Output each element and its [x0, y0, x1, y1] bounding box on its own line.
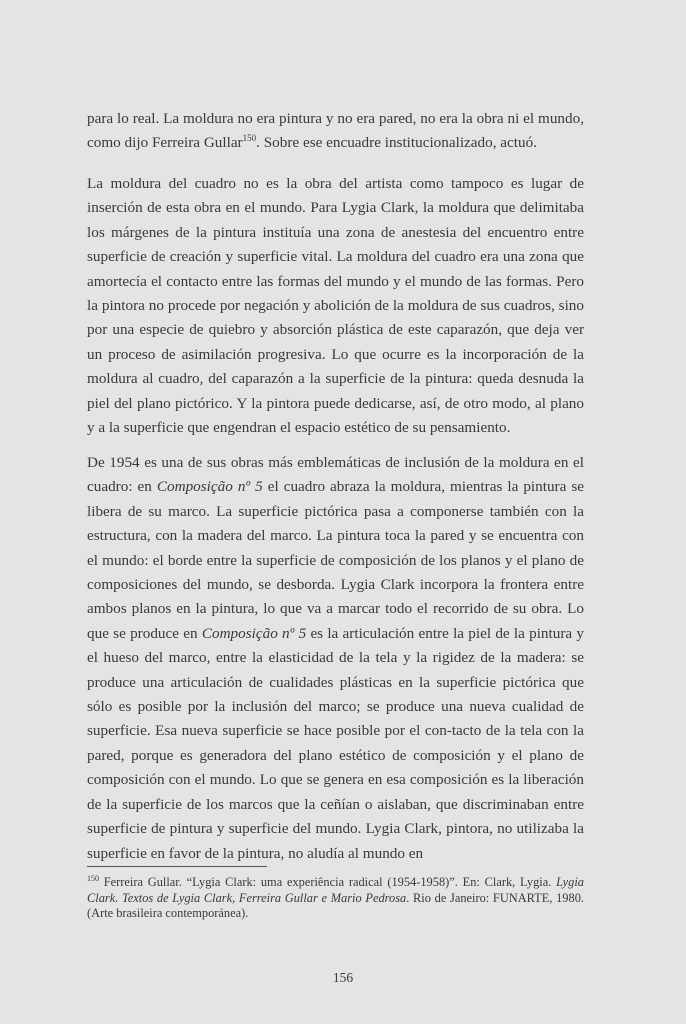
footnote-number: 150 [87, 873, 99, 883]
paragraph-1 [87, 107, 584, 156]
footnote-text-b: . Rio de Janeiro: FUNARTE, 1980. (Arte brasileira contemporánea). [87, 890, 584, 921]
paragraph-2 [87, 172, 584, 440]
footnote-reference[interactable]: 150 [242, 133, 257, 144]
footnote [87, 875, 584, 922]
paragraph-3-text-b: el cuadro abraza la moldura, mientras la pintura se libera de su marco. La superficie pictórica pasa a componerse también con la estructura, con la madera del marco. La pintura toca la pared y se encuentra con el mundo: el borde entre la superficie de composición de los planos y el plano de composiciones del mundo, se desborda. Lygia Clark incorpora la frontera entre ambos planos en la pintura, lo que va a marcar todo el recorrido de su obra. Lo que se produce en [87, 478, 584, 642]
paragraph-3-text-c: es la articulación entre la piel de la pintura y el hueso del marco, entre la elasticidad de la tela y la rigidez de la madera: se produce una articulación de cualidades plásticas en la superficie pictórica que sólo es posible por la inclusión del marco; se produce una nueva cualidad de superficie. Esa nueva superficie se hace posible por el con-tacto de la tela con la pared, porque es generadora del plano estético de composición y el plano de composición con el mundo. Lo que se genera en esa composición es la liberación de la superficie de los marcos que la ceñían o aislaban, que discriminaban entre superficie de pintura y superficie del mundo. Lygia Clark, pintora, no utilizaba la superficie en favor de la pintura, no aludía al mundo en [87, 624, 584, 862]
paragraph-3 [87, 451, 584, 866]
footnote-divider [87, 866, 267, 867]
page-number: 156 [332, 970, 354, 985]
footnote-text-a: Ferreira Gullar. “Lygia Clark: uma experiência radical (1954-1958)”. En: Clark, Lygia. [99, 875, 557, 889]
paragraph-1-text-a: para lo real. La moldura no era pintura y no era pared, no era la obra ni el mundo, como dijo Ferreira Gullar [87, 110, 584, 152]
paragraph-2-text: La moldura del cuadro no es la obra del artista como tampoco es lugar de inserción de esta obra en el mundo. Para Lygia Clark, la moldura que delimitaba los márgenes de la pintura instituía una zona de anestesia del encuentro entre superficie de creación y superficie vital. La moldura del cuadro era una zona que amortecía el contacto entre las formas del mundo y el mundo de las formas. Pero la pintora no procede por negación y abolición de la moldura de sus cuadros, sino por una especie de quiebro y absorción plástica de este caparazón, que deja ver un proceso de asimilación progresiva. Lo que ocurre es la incorporación de la moldura al cuadro, del caparazón a la superficie de la pintura: queda desnuda la piel del plano pictórico. Y la pintora puede dedicarse, así, de otro modo, al plano y a la superficie que engendran el espacio estético de su pensamiento. [87, 175, 584, 437]
paragraph-1-text-b: . Sobre ese encuadre institucionalizado, actuó. [256, 134, 537, 152]
work-title: Composição nº 5 [156, 478, 263, 496]
work-title: Composição nº 5 [201, 624, 307, 642]
paragraph-3-text-a: De 1954 es una de sus obras más emblemáticas de inclusión de la moldura en el cuadro: en [87, 454, 584, 496]
footnote-book-title: Lygia Clark. Textos de Lygia Clark, Ferreira Gullar e Mario Pedrosa [87, 875, 584, 905]
